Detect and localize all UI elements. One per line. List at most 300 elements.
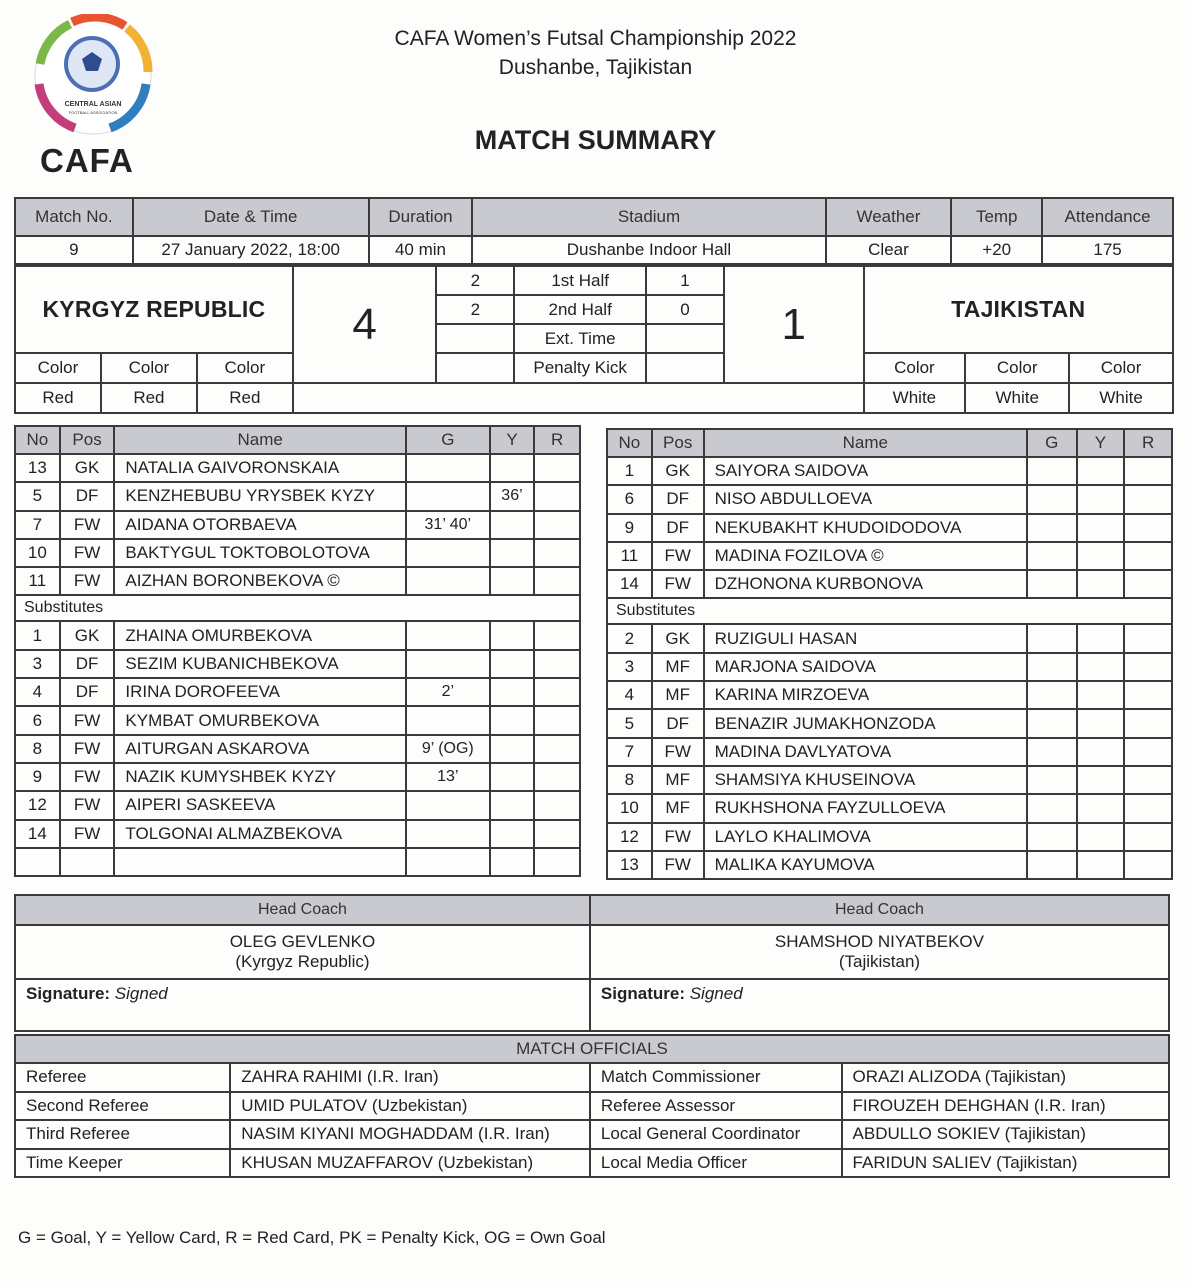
player-red bbox=[1124, 766, 1172, 794]
col-pos: Pos bbox=[60, 426, 115, 454]
home-period-score: 2 bbox=[436, 266, 514, 295]
player-no: 3 bbox=[607, 653, 652, 681]
player-red bbox=[534, 820, 580, 848]
official-name: NASIM KIYANI MOGHADDAM (I.R. Iran) bbox=[230, 1120, 590, 1149]
weather-label: Weather bbox=[826, 198, 952, 236]
player-no: 14 bbox=[15, 820, 60, 848]
away-coach-country: (Tajikistan) bbox=[838, 952, 921, 971]
away-roster-table bbox=[606, 428, 1173, 880]
period-label: 1st Half bbox=[514, 266, 646, 295]
logo-org-sub: FOOTBALL ASSOCIATION bbox=[68, 110, 118, 115]
col-no: No bbox=[15, 426, 60, 454]
logo-brand: CAFA bbox=[40, 142, 134, 179]
col-yellow: Y bbox=[1077, 429, 1125, 457]
officials-table bbox=[14, 1034, 1170, 1178]
player-goals bbox=[1027, 653, 1077, 681]
player-row bbox=[15, 735, 580, 763]
player-no: 6 bbox=[607, 485, 652, 513]
stadium-value: Dushanbe Indoor Hall bbox=[472, 236, 825, 264]
away-coach bbox=[590, 925, 1169, 979]
player-goals bbox=[406, 791, 490, 819]
home-color-label: Color bbox=[101, 353, 197, 383]
player-yellow bbox=[490, 735, 535, 763]
player-name: NAZIK KUMYSHBEK KYZY bbox=[114, 763, 406, 791]
player-no: 8 bbox=[15, 735, 60, 763]
player-name bbox=[114, 848, 406, 876]
home-roster-table bbox=[14, 425, 581, 877]
home-color-value: Red bbox=[197, 383, 293, 413]
col-yellow: Y bbox=[490, 426, 535, 454]
player-no: 14 bbox=[607, 570, 652, 598]
signature-label: Signature: bbox=[600, 984, 685, 1003]
player-name: KENZHEBUBU YRYSBEK KYZY bbox=[114, 482, 406, 510]
player-no: 2 bbox=[607, 624, 652, 652]
home-period-score: 2 bbox=[436, 295, 514, 324]
player-pos: DF bbox=[652, 514, 704, 542]
player-red bbox=[1124, 542, 1172, 570]
player-row bbox=[15, 848, 580, 876]
player-goals bbox=[1027, 766, 1077, 794]
player-red bbox=[534, 511, 580, 539]
home-period-score bbox=[436, 324, 514, 353]
home-coach-country: (Kyrgyz Republic) bbox=[235, 952, 370, 971]
player-name: MALIKA KAYUMOVA bbox=[704, 851, 1027, 879]
header bbox=[0, 24, 1191, 82]
player-no bbox=[15, 848, 60, 876]
player-yellow bbox=[1077, 457, 1125, 485]
temp-label: Temp bbox=[951, 198, 1042, 236]
player-goals bbox=[406, 567, 490, 595]
player-yellow bbox=[490, 763, 535, 791]
weather-value: Clear bbox=[826, 236, 952, 264]
player-no: 7 bbox=[607, 738, 652, 766]
player-goals bbox=[1027, 542, 1077, 570]
player-pos: FW bbox=[652, 738, 704, 766]
player-yellow bbox=[490, 511, 535, 539]
player-red bbox=[1124, 851, 1172, 879]
player-pos: DF bbox=[652, 485, 704, 513]
player-goals: 31’ 40’ bbox=[406, 511, 490, 539]
official-role: Third Referee bbox=[15, 1120, 230, 1149]
official-row bbox=[15, 1149, 1169, 1178]
player-name: LAYLO KHALIMOVA bbox=[704, 823, 1027, 851]
player-name: RUKHSHONA FAYZULLOEVA bbox=[704, 794, 1027, 822]
player-row bbox=[607, 709, 1172, 737]
player-goals bbox=[406, 454, 490, 482]
player-goals bbox=[1027, 485, 1077, 513]
player-row bbox=[607, 485, 1172, 513]
player-no: 4 bbox=[15, 678, 60, 706]
player-goals bbox=[1027, 738, 1077, 766]
player-goals bbox=[406, 482, 490, 510]
signature-value: Signed bbox=[114, 984, 168, 1003]
official-name: ZAHRA RAHIMI (I.R. Iran) bbox=[230, 1063, 590, 1092]
player-yellow bbox=[490, 650, 535, 678]
player-row bbox=[15, 567, 580, 595]
player-yellow bbox=[490, 791, 535, 819]
player-row bbox=[15, 791, 580, 819]
player-name: SHAMSIYA KHUSEINOVA bbox=[704, 766, 1027, 794]
player-row bbox=[607, 542, 1172, 570]
col-goals: G bbox=[406, 426, 490, 454]
player-no: 1 bbox=[607, 457, 652, 485]
player-pos: FW bbox=[60, 820, 115, 848]
player-no: 4 bbox=[607, 681, 652, 709]
player-pos: DF bbox=[60, 650, 115, 678]
player-red bbox=[534, 539, 580, 567]
player-red bbox=[534, 482, 580, 510]
signature-label: Signature: bbox=[26, 984, 111, 1003]
player-no: 6 bbox=[15, 706, 60, 734]
player-pos: GK bbox=[652, 457, 704, 485]
player-name: BAKTYGUL TOKTOBOLOTOVA bbox=[114, 539, 406, 567]
player-name: ZHAINA OMURBEKOVA bbox=[114, 621, 406, 649]
player-pos bbox=[60, 848, 115, 876]
player-red bbox=[1124, 681, 1172, 709]
duration-label: Duration bbox=[369, 198, 473, 236]
away-coach-name: SHAMSHOD NIYATBEKOV bbox=[774, 932, 984, 951]
player-pos: FW bbox=[60, 539, 115, 567]
official-role: Match Commissioner bbox=[590, 1063, 842, 1092]
player-row bbox=[607, 457, 1172, 485]
player-no: 5 bbox=[15, 482, 60, 510]
player-yellow bbox=[1077, 653, 1125, 681]
player-yellow bbox=[1077, 570, 1125, 598]
player-name: AITURGAN ASKAROVA bbox=[114, 735, 406, 763]
player-yellow bbox=[1077, 766, 1125, 794]
player-row bbox=[15, 678, 580, 706]
player-row bbox=[15, 706, 580, 734]
official-name: FARIDUN SALIEV (Tajikistan) bbox=[842, 1149, 1169, 1178]
player-name: MARJONA SAIDOVA bbox=[704, 653, 1027, 681]
player-pos: FW bbox=[60, 763, 115, 791]
player-pos: MF bbox=[652, 766, 704, 794]
player-name: AIZHAN BORONBEKOVA © bbox=[114, 567, 406, 595]
player-row bbox=[607, 514, 1172, 542]
official-role: Second Referee bbox=[15, 1092, 230, 1121]
player-no: 3 bbox=[15, 650, 60, 678]
official-role: Referee Assessor bbox=[590, 1092, 842, 1121]
player-goals bbox=[1027, 709, 1077, 737]
attendance-value: 175 bbox=[1042, 236, 1173, 264]
player-row bbox=[15, 454, 580, 482]
championship-title: CAFA Women’s Futsal Championship 2022 bbox=[394, 27, 797, 50]
player-yellow bbox=[490, 621, 535, 649]
player-yellow bbox=[1077, 485, 1125, 513]
away-total-score: 1 bbox=[724, 266, 864, 383]
player-red bbox=[534, 650, 580, 678]
player-red bbox=[534, 678, 580, 706]
player-yellow bbox=[490, 539, 535, 567]
player-red bbox=[534, 567, 580, 595]
player-name: KARINA MIRZOEVA bbox=[704, 681, 1027, 709]
player-red bbox=[1124, 794, 1172, 822]
home-period-score bbox=[436, 353, 514, 383]
player-name: RUZIGULI HASAN bbox=[704, 624, 1027, 652]
player-row bbox=[15, 511, 580, 539]
col-name: Name bbox=[704, 429, 1027, 457]
official-role: Referee bbox=[15, 1063, 230, 1092]
player-red bbox=[534, 763, 580, 791]
player-yellow bbox=[1077, 709, 1125, 737]
player-goals: 13’ bbox=[406, 763, 490, 791]
player-red bbox=[534, 706, 580, 734]
home-team-name: KYRGYZ REPUBLIC bbox=[15, 266, 293, 353]
home-coach-name: OLEG GEVLENKO bbox=[229, 932, 376, 951]
official-name: FIROUZEH DEHGHAN (I.R. Iran) bbox=[842, 1092, 1169, 1121]
official-row bbox=[15, 1120, 1169, 1149]
player-no: 12 bbox=[15, 791, 60, 819]
player-row bbox=[607, 624, 1172, 652]
player-red bbox=[534, 848, 580, 876]
away-color-value: White bbox=[864, 383, 966, 413]
home-coach bbox=[15, 925, 590, 979]
page-title: MATCH SUMMARY bbox=[474, 125, 717, 155]
player-goals bbox=[1027, 570, 1077, 598]
player-goals bbox=[1027, 823, 1077, 851]
away-signature bbox=[590, 979, 1169, 1031]
player-pos: FW bbox=[60, 511, 115, 539]
player-goals bbox=[406, 650, 490, 678]
player-pos: GK bbox=[60, 621, 115, 649]
away-period-score: 0 bbox=[646, 295, 724, 324]
official-role: Local General Coordinator bbox=[590, 1120, 842, 1149]
home-color-value: Red bbox=[101, 383, 197, 413]
player-no: 8 bbox=[607, 766, 652, 794]
duration-value: 40 min bbox=[369, 236, 473, 264]
substitutes-label: Substitutes bbox=[607, 598, 1172, 624]
player-goals bbox=[406, 848, 490, 876]
player-goals bbox=[406, 621, 490, 649]
player-name: AIPERI SASKEEVA bbox=[114, 791, 406, 819]
player-yellow bbox=[1077, 542, 1125, 570]
player-pos: FW bbox=[60, 735, 115, 763]
player-yellow bbox=[490, 678, 535, 706]
player-goals bbox=[1027, 851, 1077, 879]
match-no-label: Match No. bbox=[15, 198, 133, 236]
col-goals: G bbox=[1027, 429, 1077, 457]
player-name: DZHONONA KURBONOVA bbox=[704, 570, 1027, 598]
player-yellow: 36’ bbox=[490, 482, 535, 510]
player-name: NISO ABDULLOEVA bbox=[704, 485, 1027, 513]
player-pos: FW bbox=[60, 791, 115, 819]
player-no: 9 bbox=[15, 763, 60, 791]
away-team-name: TAJIKISTAN bbox=[864, 266, 1174, 353]
player-no: 10 bbox=[607, 794, 652, 822]
substitutes-label: Substitutes bbox=[15, 595, 580, 621]
player-name: AIDANA OTORBAEVA bbox=[114, 511, 406, 539]
player-row bbox=[15, 482, 580, 510]
player-yellow bbox=[1077, 624, 1125, 652]
player-goals bbox=[406, 539, 490, 567]
stadium-label: Stadium bbox=[472, 198, 825, 236]
away-period-score bbox=[646, 324, 724, 353]
player-yellow bbox=[1077, 794, 1125, 822]
player-row bbox=[15, 621, 580, 649]
attendance-label: Attendance bbox=[1042, 198, 1173, 236]
player-no: 5 bbox=[607, 709, 652, 737]
home-coach-label: Head Coach bbox=[15, 895, 590, 925]
player-goals bbox=[1027, 514, 1077, 542]
player-name: BENAZIR JUMAKHONZODA bbox=[704, 709, 1027, 737]
player-goals bbox=[1027, 681, 1077, 709]
player-pos: DF bbox=[652, 709, 704, 737]
score-table bbox=[14, 265, 1174, 414]
home-signature bbox=[15, 979, 590, 1031]
official-row bbox=[15, 1092, 1169, 1121]
player-red bbox=[1124, 823, 1172, 851]
player-name: MADINA FOZILOVA © bbox=[704, 542, 1027, 570]
player-row bbox=[15, 539, 580, 567]
away-color-value: White bbox=[1069, 383, 1173, 413]
player-pos: FW bbox=[652, 851, 704, 879]
player-pos: MF bbox=[652, 653, 704, 681]
player-no: 12 bbox=[607, 823, 652, 851]
player-yellow bbox=[490, 706, 535, 734]
player-pos: GK bbox=[652, 624, 704, 652]
player-yellow bbox=[1077, 823, 1125, 851]
player-goals bbox=[1027, 457, 1077, 485]
player-red bbox=[534, 454, 580, 482]
player-pos: FW bbox=[652, 542, 704, 570]
player-pos: MF bbox=[652, 794, 704, 822]
col-name: Name bbox=[114, 426, 406, 454]
player-pos: FW bbox=[652, 823, 704, 851]
player-no: 1 bbox=[15, 621, 60, 649]
player-yellow bbox=[1077, 851, 1125, 879]
player-no: 11 bbox=[15, 567, 60, 595]
player-goals bbox=[406, 820, 490, 848]
player-name: TOLGONAI ALMAZBEKOVA bbox=[114, 820, 406, 848]
match-no-value: 9 bbox=[15, 236, 133, 264]
score-blank bbox=[293, 383, 864, 413]
legend: G = Goal, Y = Yellow Card, R = Red Card, PK = Penalty Kick, OG = Own Goal bbox=[18, 1228, 606, 1247]
col-pos: Pos bbox=[652, 429, 704, 457]
away-color-value: White bbox=[965, 383, 1069, 413]
player-pos: GK bbox=[60, 454, 115, 482]
player-row bbox=[607, 766, 1172, 794]
player-row bbox=[607, 681, 1172, 709]
player-yellow bbox=[490, 567, 535, 595]
away-color-label: Color bbox=[1069, 353, 1173, 383]
player-row bbox=[607, 851, 1172, 879]
player-red bbox=[1124, 485, 1172, 513]
temp-value: +20 bbox=[951, 236, 1042, 264]
player-yellow bbox=[490, 820, 535, 848]
player-row bbox=[607, 570, 1172, 598]
player-goals: 2’ bbox=[406, 678, 490, 706]
player-red bbox=[1124, 709, 1172, 737]
player-no: 7 bbox=[15, 511, 60, 539]
period-label: Ext. Time bbox=[514, 324, 646, 353]
player-yellow bbox=[490, 454, 535, 482]
player-row bbox=[607, 794, 1172, 822]
home-color-label: Color bbox=[197, 353, 293, 383]
player-name: KYMBAT OMURBEKOVA bbox=[114, 706, 406, 734]
period-label: Penalty Kick bbox=[514, 353, 646, 383]
home-total-score: 4 bbox=[293, 266, 437, 383]
official-role: Local Media Officer bbox=[590, 1149, 842, 1178]
player-name: IRINA DOROFEEVA bbox=[114, 678, 406, 706]
official-name: KHUSAN MUZAFFAROV (Uzbekistan) bbox=[230, 1149, 590, 1178]
player-red bbox=[534, 621, 580, 649]
player-name: NATALIA GAIVORONSKAIA bbox=[114, 454, 406, 482]
player-row bbox=[15, 650, 580, 678]
player-name: NEKUBAKHT KHUDOIDODOVA bbox=[704, 514, 1027, 542]
official-name: UMID PULATOV (Uzbekistan) bbox=[230, 1092, 590, 1121]
player-row bbox=[607, 823, 1172, 851]
col-red: R bbox=[1124, 429, 1172, 457]
match-info-table bbox=[14, 197, 1174, 265]
player-pos: MF bbox=[652, 681, 704, 709]
player-row bbox=[15, 820, 580, 848]
player-no: 11 bbox=[607, 542, 652, 570]
official-role: Time Keeper bbox=[15, 1149, 230, 1178]
col-no: No bbox=[607, 429, 652, 457]
away-period-score: 1 bbox=[646, 266, 724, 295]
player-yellow bbox=[1077, 738, 1125, 766]
period-label: 2nd Half bbox=[514, 295, 646, 324]
player-pos: DF bbox=[60, 482, 115, 510]
player-red bbox=[534, 791, 580, 819]
player-pos: FW bbox=[60, 567, 115, 595]
player-name: SAIYORA SAIDOVA bbox=[704, 457, 1027, 485]
officials-title: MATCH OFFICIALS bbox=[15, 1035, 1169, 1063]
away-period-score bbox=[646, 353, 724, 383]
player-no: 9 bbox=[607, 514, 652, 542]
date-time-label: Date & Time bbox=[133, 198, 369, 236]
official-name: ORAZI ALIZODA (Tajikistan) bbox=[842, 1063, 1169, 1092]
player-name: SEZIM KUBANICHBEKOVA bbox=[114, 650, 406, 678]
player-goals bbox=[1027, 794, 1077, 822]
player-red bbox=[1124, 457, 1172, 485]
logo-org-text: CENTRAL ASIAN bbox=[64, 101, 122, 108]
player-red bbox=[1124, 738, 1172, 766]
coaches-table bbox=[14, 894, 1170, 1032]
home-color-label: Color bbox=[15, 353, 101, 383]
player-pos: FW bbox=[652, 570, 704, 598]
official-row bbox=[15, 1063, 1169, 1092]
away-color-label: Color bbox=[864, 353, 966, 383]
player-red bbox=[1124, 624, 1172, 652]
player-pos: DF bbox=[60, 678, 115, 706]
player-goals: 9’ (OG) bbox=[406, 735, 490, 763]
player-name: MADINA DAVLYATOVA bbox=[704, 738, 1027, 766]
away-color-label: Color bbox=[965, 353, 1069, 383]
signature-value: Signed bbox=[689, 984, 743, 1003]
player-red bbox=[1124, 653, 1172, 681]
player-pos: FW bbox=[60, 706, 115, 734]
home-color-value: Red bbox=[15, 383, 101, 413]
player-row bbox=[15, 763, 580, 791]
away-coach-label: Head Coach bbox=[590, 895, 1169, 925]
player-row bbox=[607, 738, 1172, 766]
player-row bbox=[607, 653, 1172, 681]
player-yellow bbox=[490, 848, 535, 876]
player-yellow bbox=[1077, 681, 1125, 709]
player-red bbox=[1124, 514, 1172, 542]
player-yellow bbox=[1077, 514, 1125, 542]
player-no: 13 bbox=[607, 851, 652, 879]
player-goals bbox=[1027, 624, 1077, 652]
player-no: 10 bbox=[15, 539, 60, 567]
player-no: 13 bbox=[15, 454, 60, 482]
official-name: ABDULLO SOKIEV (Tajikistan) bbox=[842, 1120, 1169, 1149]
col-red: R bbox=[534, 426, 580, 454]
match-location: Dushanbe, Tajikistan bbox=[498, 56, 693, 79]
date-time-value: 27 January 2022, 18:00 bbox=[133, 236, 369, 264]
player-goals bbox=[406, 706, 490, 734]
